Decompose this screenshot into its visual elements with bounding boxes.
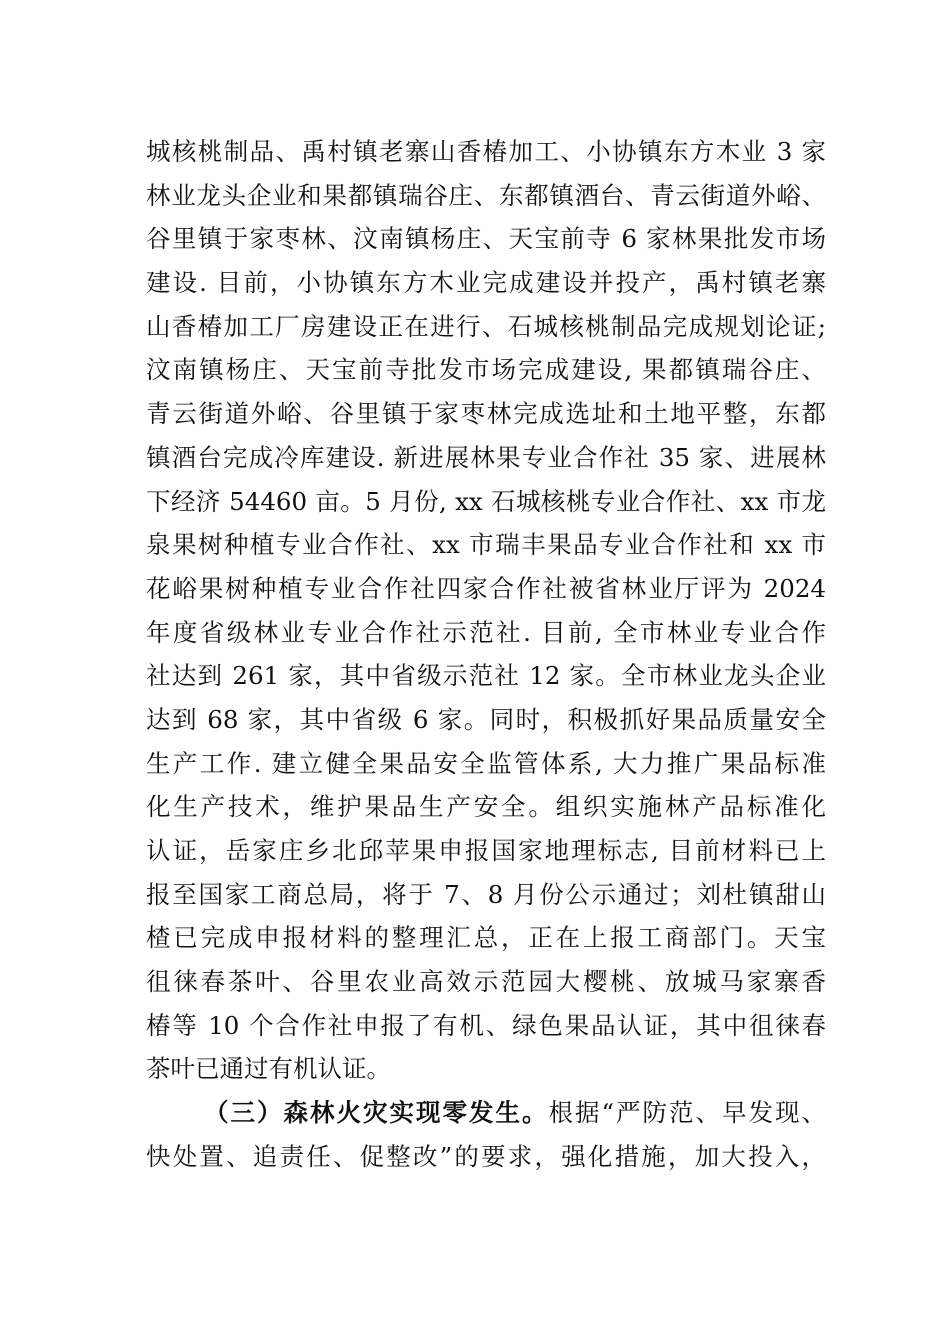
body-text <box>146 130 826 1179</box>
text-line: 生产工作. 建立健全果品安全监管体系, 大力推广果品标准 <box>146 748 826 778</box>
text-line: 山香椿加工厂房建设正在进行、石城核桃制品完成规划论证; <box>146 311 826 341</box>
text-line: 花峪果树种植专业合作社四家合作社被省林业厅评为 2024 <box>146 573 826 603</box>
text-line: 建设. 目前，小协镇东方木业完成建设并投产，禹村镇老寨 <box>146 268 826 298</box>
text-line: 林业龙头企业和果都镇瑞谷庄、东都镇酒台、青云街道外峪、 <box>146 180 826 210</box>
text-line: 茶叶已通过有机认证。 <box>146 1054 391 1084</box>
text-line: 下经济 54460 亩。5 月份, xx 石城核桃专业合作社、xx 市龙 <box>146 486 826 516</box>
text-line: 城核桃制品、禹村镇老寨山香椿加工、小协镇东方木业 3 家 <box>146 137 826 166</box>
text-line: 化生产技术，维护果品生产安全。组织实施林产品标准化 <box>146 792 826 822</box>
text-line: 认证，岳家庄乡北邱苹果申报国家地理标志, 目前材料已上 <box>146 836 826 865</box>
section-text: 根据“严防范、早发现、 <box>548 1098 826 1128</box>
text-line: 年度省级林业专业合作社示范社. 目前, 全市林业专业合作 <box>146 617 826 647</box>
text-line: 泉果树种植专业合作社、xx 市瑞丰果品专业合作社和 xx 市 <box>146 530 826 560</box>
text-line: 社达到 261 家，其中省级示范社 12 家。全市林业龙头企业 <box>146 661 826 691</box>
section-heading: （三）森林火灾实现零发生。 <box>204 1098 549 1128</box>
text-line: 楂已完成申报材料的整理汇总，正在上报工商部门。天宝 <box>146 923 826 953</box>
text-line: 镇酒台完成冷库建设. 新进展林果专业合作社 35 家、进展林 <box>146 442 826 472</box>
text-line: 徂徕春茶叶、谷里农业高效示范园大樱桃、放城马家寨香 <box>146 967 826 997</box>
text-line: 谷里镇于家枣林、汶南镇杨庄、天宝前寺 6 家林果批发市场 <box>146 224 826 254</box>
text-line: 报至国家工商总局，将于 7、8 月份公示通过；刘杜镇甜山 <box>146 879 826 909</box>
text-line: 达到 68 家，其中省级 6 家。同时，积极抓好果品质量安全 <box>146 704 826 734</box>
text-line: 青云街道外峪、谷里镇于家枣林完成选址和土地平整，东都 <box>146 399 826 429</box>
text-line: 汶南镇杨庄、天宝前寺批发市场完成建设, 果都镇瑞谷庄、 <box>146 355 826 385</box>
text-line: 快处置、追责任、促整改”的要求，强化措施，加大投入， <box>146 1141 826 1171</box>
section-3-first-line <box>146 1091 826 1135</box>
text-line: 椿等 10 个合作社申报了有机、绿色果品认证，其中徂徕春 <box>146 1010 826 1040</box>
